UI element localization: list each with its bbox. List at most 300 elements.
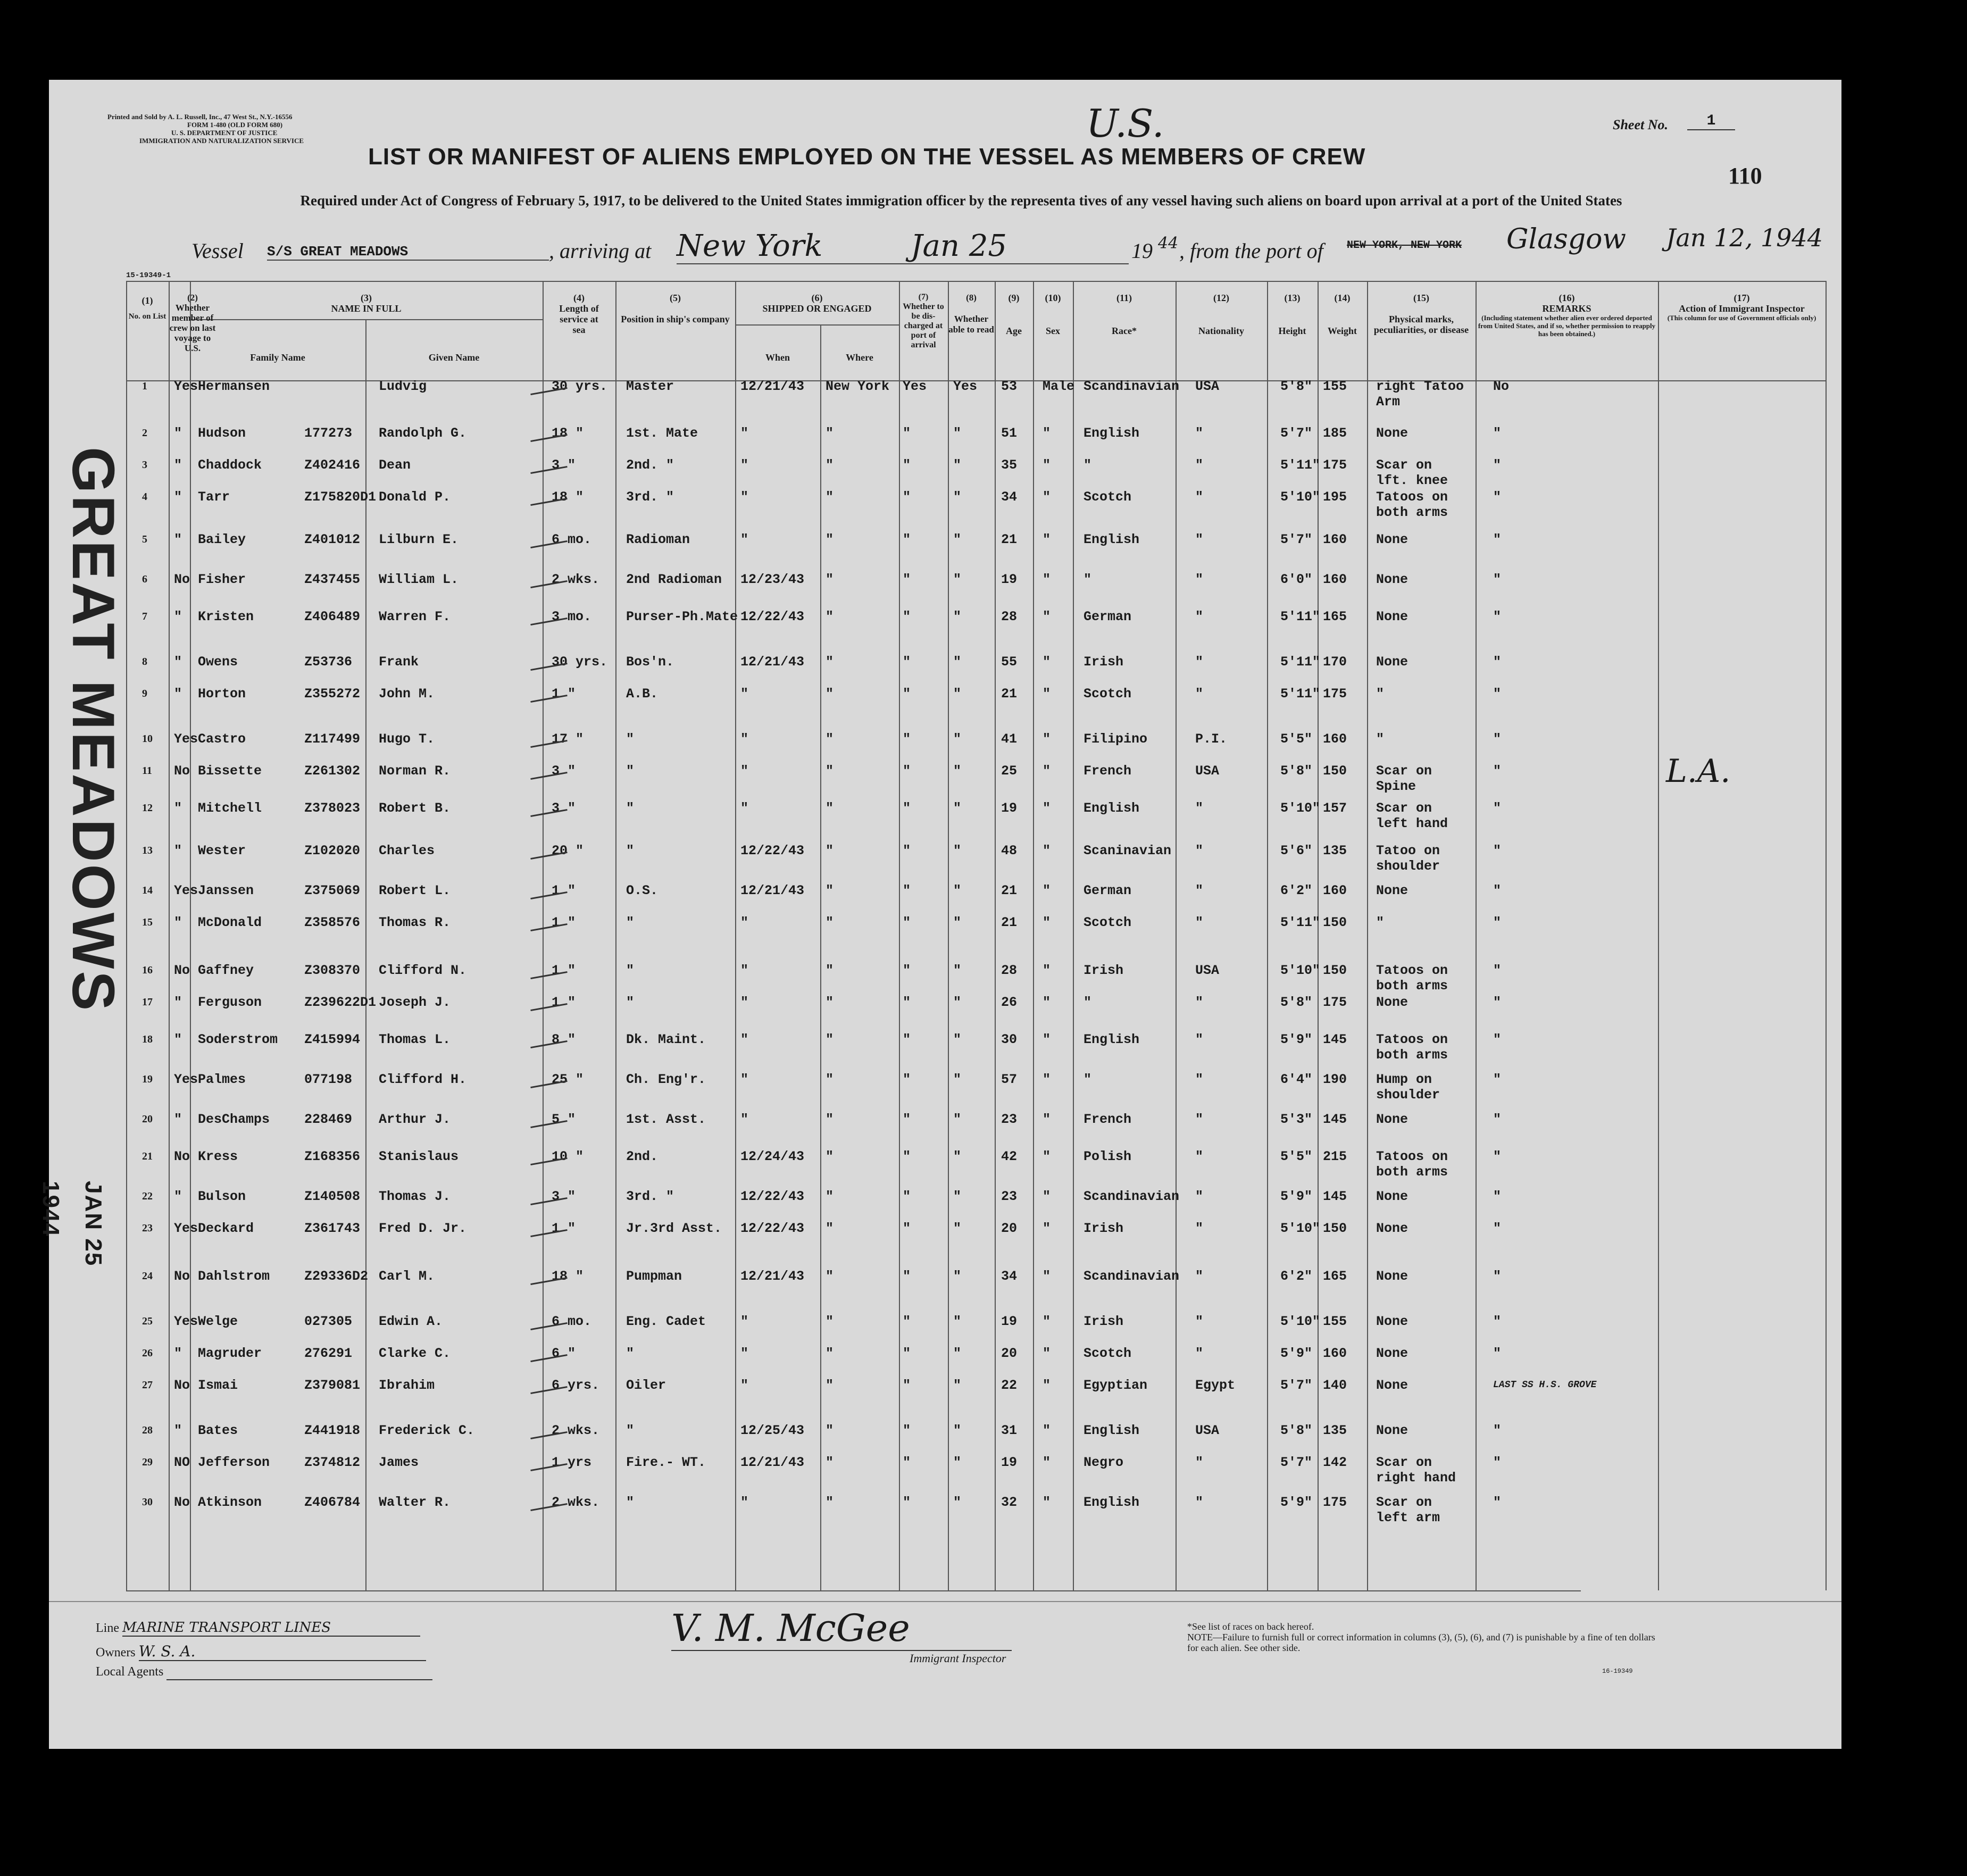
prev-voyage: No	[174, 572, 190, 587]
shipped-where: "	[826, 489, 834, 505]
row-number: 7	[142, 611, 147, 622]
row-number: 4	[142, 491, 147, 503]
nationality: USA	[1195, 1423, 1220, 1438]
age: 31	[1001, 1423, 1018, 1438]
table-bottom-rule	[126, 1590, 1581, 1591]
shipped-when: "	[740, 686, 749, 702]
able-to-read: "	[953, 426, 962, 441]
z-number: Z175820D1	[304, 489, 377, 505]
service-length: 10 "	[552, 1149, 584, 1164]
race: Scotch	[1083, 1346, 1132, 1361]
sex: "	[1043, 686, 1051, 702]
physical-marks: None	[1376, 1112, 1408, 1127]
position: "	[626, 843, 635, 858]
table-top-rule	[126, 281, 1826, 282]
service-length: 2 wks.	[552, 1423, 600, 1438]
prev-voyage: Yes	[174, 731, 198, 747]
nationality: "	[1195, 883, 1204, 898]
row-number: 13	[142, 845, 153, 856]
sex: "	[1043, 1314, 1051, 1329]
position: 1st. Mate	[626, 426, 698, 441]
shipped-when: 12/21/43	[740, 654, 805, 670]
prev-voyage: No	[174, 1495, 190, 1510]
able-to-read: "	[953, 654, 962, 670]
height: 5'7"	[1280, 1378, 1313, 1393]
remarks: "	[1493, 426, 1502, 441]
table-row	[49, 1423, 1841, 1455]
z-number: Z415994	[304, 1032, 361, 1047]
service-length: 6 yrs.	[552, 1378, 600, 1393]
weight: 160	[1323, 532, 1347, 547]
shipped-where: "	[826, 686, 834, 702]
physical-marks: Tatoos on both arms	[1376, 1149, 1448, 1180]
row-number: 23	[142, 1222, 153, 1234]
inspector-label: Immigrant Inspector	[910, 1652, 1006, 1665]
service-length: 2 wks.	[552, 572, 600, 587]
family-name: Ferguson	[198, 995, 262, 1010]
binder-hole	[26, 479, 47, 500]
position: "	[626, 995, 635, 1010]
z-number: Z378023	[304, 801, 361, 816]
age: 30	[1001, 1032, 1018, 1047]
height: 5'3"	[1280, 1112, 1313, 1127]
weight: 185	[1323, 426, 1347, 441]
row-number: 3	[142, 459, 147, 471]
given-name: Edwin A.	[379, 1314, 443, 1329]
sex: "	[1043, 1455, 1051, 1470]
shipped-when: 12/21/43	[740, 883, 805, 898]
nationality: "	[1195, 1269, 1204, 1284]
z-number: 027305	[304, 1314, 353, 1329]
nationality: USA	[1195, 963, 1220, 978]
position: 2nd.	[626, 1149, 659, 1164]
form-subtitle: Required under Act of Congress of February 5, 1917, to be delivered to the United States immigration officer by the representa tives of any vessel having such aliens on board upon arrival at a port of the United States	[300, 193, 1622, 209]
height: 5'10"	[1280, 963, 1321, 978]
prev-voyage: Yes	[174, 1072, 198, 1087]
family-name: Magruder	[198, 1346, 262, 1361]
table-row	[49, 572, 1841, 604]
row-number: 30	[142, 1496, 153, 1508]
race: English	[1083, 426, 1140, 441]
discharged: "	[903, 1314, 911, 1329]
sex: "	[1043, 1346, 1051, 1361]
race: English	[1083, 1423, 1140, 1438]
discharged: Yes	[903, 379, 927, 394]
physical-marks: Hump on shoulder	[1376, 1072, 1440, 1103]
col13-head: (13) Height	[1278, 293, 1306, 336]
discharged: "	[903, 686, 911, 702]
height: 5'10"	[1280, 801, 1321, 816]
physical-marks: None	[1376, 1269, 1408, 1284]
physical-marks: None	[1376, 1423, 1408, 1438]
discharged: "	[903, 1346, 911, 1361]
nationality: "	[1195, 457, 1204, 473]
remarks: "	[1493, 995, 1502, 1010]
position: "	[626, 963, 635, 978]
given-name: Ibrahim	[379, 1378, 435, 1393]
nationality: "	[1195, 1221, 1204, 1236]
arriving-label: , arriving at	[549, 239, 652, 263]
shipped-where: "	[826, 1112, 834, 1127]
race: German	[1083, 883, 1132, 898]
family-name: Atkinson	[198, 1495, 262, 1510]
age: 42	[1001, 1149, 1018, 1164]
discharged: "	[903, 843, 911, 858]
given-name: Frederick C.	[379, 1423, 475, 1438]
shipped-when: "	[740, 763, 749, 779]
sex: Male	[1043, 379, 1075, 394]
col15-head: (15) Physical marks, peculiarities, or disease	[1373, 293, 1469, 335]
weight: 150	[1323, 763, 1347, 779]
table-row	[49, 1189, 1841, 1221]
col16-head: (16) REMARKS (Including statement whether alien ever ordered deported from United States, and if so, whether permission to reapply has been obtained.)	[1478, 293, 1656, 338]
physical-marks: None	[1376, 609, 1408, 624]
remarks: "	[1493, 731, 1502, 747]
row-number: 26	[142, 1347, 153, 1359]
age: 34	[1001, 489, 1018, 505]
table-row	[49, 1149, 1841, 1181]
table-row	[49, 457, 1841, 489]
prev-voyage: "	[174, 1423, 182, 1438]
race: "	[1083, 995, 1092, 1010]
vessel-name: S/S GREAT MEADOWS	[267, 244, 549, 261]
table-row	[49, 1221, 1841, 1253]
service-length: 1 "	[552, 915, 576, 930]
able-to-read: "	[953, 609, 962, 624]
physical-marks: None	[1376, 572, 1408, 587]
position: 1st. Asst.	[626, 1112, 706, 1127]
col7-head: (7) Whether to be dis-charged at port of arrival	[903, 293, 944, 349]
shipped-where: "	[826, 1149, 834, 1164]
race: "	[1083, 457, 1092, 473]
nationality: Egypt	[1195, 1378, 1236, 1393]
weight: 135	[1323, 1423, 1347, 1438]
weight: 160	[1323, 1346, 1347, 1361]
row-number: 24	[142, 1270, 153, 1282]
table-row	[49, 489, 1841, 521]
age: 51	[1001, 426, 1018, 441]
manifest-sheet	[38, 80, 1841, 1749]
inspector-initials: L.A.	[1666, 753, 1731, 790]
physical-marks: None	[1376, 532, 1408, 547]
given-name: Ludvig	[379, 379, 427, 394]
remarks: LAST SS H.S. GROVE	[1493, 1380, 1597, 1390]
position: "	[626, 1423, 635, 1438]
family-name: Bailey	[198, 532, 246, 547]
race: Scotch	[1083, 489, 1132, 505]
service-length: 17 "	[552, 731, 584, 747]
nationality: "	[1195, 1112, 1204, 1127]
weight: 160	[1323, 883, 1347, 898]
service-length: 30 yrs.	[552, 379, 608, 394]
row-number: 25	[142, 1315, 153, 1327]
family-name: Tarr	[198, 489, 230, 505]
position: Jr.3rd Asst.	[626, 1221, 722, 1236]
able-to-read: "	[953, 1346, 962, 1361]
height: 5'7"	[1280, 532, 1313, 547]
row-number: 9	[142, 688, 147, 699]
physical-marks: Scar on right hand	[1376, 1455, 1456, 1486]
weight: 150	[1323, 963, 1347, 978]
shipped-where: "	[826, 1032, 834, 1047]
service-length: 3 "	[552, 1189, 576, 1204]
prev-voyage: Yes	[174, 1221, 198, 1236]
race: English	[1083, 801, 1140, 816]
service-length: 6 mo.	[552, 532, 592, 547]
position: Radioman	[626, 532, 690, 547]
position: A.B.	[626, 686, 659, 702]
prev-voyage: No	[174, 1378, 190, 1393]
prev-voyage: "	[174, 801, 182, 816]
table-row	[49, 801, 1841, 832]
prev-voyage: "	[174, 426, 182, 441]
shipped-when: 12/21/43	[740, 379, 805, 394]
family-name: Bates	[198, 1423, 238, 1438]
z-number: 077198	[304, 1072, 353, 1087]
physical-marks: Tatoos on both arms	[1376, 1032, 1448, 1063]
physical-marks: Tatoos on both arms	[1376, 489, 1448, 520]
col5-head: (5) Position in ship's company	[621, 293, 730, 324]
shipped-where: New York	[826, 379, 890, 394]
family-name: Mitchell	[198, 801, 262, 816]
able-to-read: Yes	[953, 379, 978, 394]
discharged: "	[903, 609, 911, 624]
handwritten-top-mark: U.S.	[1086, 101, 1164, 146]
weight: 195	[1323, 489, 1347, 505]
height: 5'5"	[1280, 731, 1313, 747]
height: 5'8"	[1280, 1423, 1313, 1438]
shipped-when: "	[740, 489, 749, 505]
able-to-read: "	[953, 1112, 962, 1127]
able-to-read: "	[953, 1032, 962, 1047]
able-to-read: "	[953, 1314, 962, 1329]
discharged: "	[903, 426, 911, 441]
row-number: 12	[142, 802, 153, 814]
weight: 175	[1323, 457, 1347, 473]
owners-field: Owners W. S. A.	[96, 1642, 511, 1661]
z-number: Z361743	[304, 1221, 361, 1236]
weight: 215	[1323, 1149, 1347, 1164]
discharged: "	[903, 1423, 911, 1438]
given-name: Joseph J.	[379, 995, 451, 1010]
given-name: Carl M.	[379, 1269, 435, 1284]
age: 19	[1001, 572, 1018, 587]
nationality: "	[1195, 1189, 1204, 1204]
arrival-date: Jan 25	[911, 229, 1129, 264]
age: 21	[1001, 883, 1018, 898]
family-name: Castro	[198, 731, 246, 747]
race: Scandinavian	[1083, 1269, 1180, 1284]
family-name: Dahlstrom	[198, 1269, 270, 1284]
sex: "	[1043, 426, 1051, 441]
physical-marks: None	[1376, 1314, 1408, 1329]
discharged: "	[903, 489, 911, 505]
discharged: "	[903, 654, 911, 670]
discharged: "	[903, 532, 911, 547]
col6a-head: When	[765, 352, 790, 363]
given-name: Warren F.	[379, 609, 451, 624]
z-number: Z168356	[304, 1149, 361, 1164]
z-number: Z406489	[304, 609, 361, 624]
discharged: "	[903, 1072, 911, 1087]
remarks: "	[1493, 1346, 1502, 1361]
position: Pumpman	[626, 1269, 682, 1284]
discharged: "	[903, 1269, 911, 1284]
sex: "	[1043, 1221, 1051, 1236]
able-to-read: "	[953, 1455, 962, 1470]
race: Scandinavian	[1083, 1189, 1180, 1204]
shipped-where: "	[826, 995, 834, 1010]
sex: "	[1043, 489, 1051, 505]
discharged: "	[903, 763, 911, 779]
nationality: "	[1195, 426, 1204, 441]
nationality: "	[1195, 1346, 1204, 1361]
age: 19	[1001, 1455, 1018, 1470]
shipped-when: 12/22/43	[740, 843, 805, 858]
position: O.S.	[626, 883, 659, 898]
age: 25	[1001, 763, 1018, 779]
remarks: "	[1493, 1112, 1502, 1127]
z-number: Z53736	[304, 654, 353, 670]
position: Fire.- WT.	[626, 1455, 706, 1470]
row-number: 22	[142, 1190, 153, 1202]
shipped-when: "	[740, 1346, 749, 1361]
height: 6'2"	[1280, 883, 1313, 898]
z-number: Z308370	[304, 963, 361, 978]
nationality: "	[1195, 572, 1204, 587]
race: Irish	[1083, 1221, 1124, 1236]
discharged: "	[903, 1149, 911, 1164]
discharged: "	[903, 1378, 911, 1393]
shipped-when: "	[740, 801, 749, 816]
arriving-port: New York	[677, 229, 911, 264]
race: Egyptian	[1083, 1378, 1148, 1393]
height: 5'11"	[1280, 654, 1321, 670]
weight: 135	[1323, 843, 1347, 858]
weight: 175	[1323, 686, 1347, 702]
remarks: "	[1493, 1221, 1502, 1236]
able-to-read: "	[953, 1072, 962, 1087]
race: Scaninavian	[1083, 843, 1172, 858]
age: 48	[1001, 843, 1018, 858]
age: 41	[1001, 731, 1018, 747]
shipped-where: "	[826, 1455, 834, 1470]
position: 3rd. "	[626, 489, 674, 505]
table-row	[49, 379, 1841, 411]
row-number: 19	[142, 1073, 153, 1085]
shipped-when: "	[740, 1072, 749, 1087]
age: 20	[1001, 1346, 1018, 1361]
age: 32	[1001, 1495, 1018, 1510]
able-to-read: "	[953, 532, 962, 547]
table-row	[49, 963, 1841, 995]
able-to-read: "	[953, 801, 962, 816]
binder-hole	[26, 1468, 47, 1489]
shipped-where: "	[826, 963, 834, 978]
prev-voyage: "	[174, 995, 182, 1010]
vessel-stamp: GREAT MEADOWS	[60, 447, 127, 1013]
remarks: "	[1493, 883, 1502, 898]
prev-voyage: Yes	[174, 883, 198, 898]
weight: 150	[1323, 1221, 1347, 1236]
sex: "	[1043, 1149, 1051, 1164]
shipped-where: "	[826, 532, 834, 547]
sex: "	[1043, 883, 1051, 898]
remarks: "	[1493, 801, 1502, 816]
sex: "	[1043, 1269, 1051, 1284]
given-name: Hugo T.	[379, 731, 435, 747]
shipped-when: 12/22/43	[740, 1221, 805, 1236]
shipped-when: "	[740, 457, 749, 473]
race: Irish	[1083, 963, 1124, 978]
nationality: "	[1195, 686, 1204, 702]
z-number: Z379081	[304, 1378, 361, 1393]
row-number: 15	[142, 916, 153, 928]
sex: "	[1043, 457, 1051, 473]
prev-voyage: Yes	[174, 1314, 198, 1329]
service-length: 3 "	[552, 763, 576, 779]
nationality: "	[1195, 995, 1204, 1010]
prev-voyage: "	[174, 686, 182, 702]
service-length: 6 mo.	[552, 1314, 592, 1329]
nationality: "	[1195, 1455, 1204, 1470]
z-number: Z402416	[304, 457, 361, 473]
remarks: "	[1493, 609, 1502, 624]
z-number: Z140508	[304, 1189, 361, 1204]
z-number: Z401012	[304, 532, 361, 547]
service-length: 6 "	[552, 1346, 576, 1361]
year-prefix: 19	[1131, 239, 1153, 263]
physical-marks: Scar on left hand	[1376, 801, 1448, 831]
height: 5'7"	[1280, 1455, 1313, 1470]
age: 21	[1001, 686, 1018, 702]
from-label: , from the port of	[1179, 239, 1323, 263]
prev-voyage: "	[174, 654, 182, 670]
given-name: Charles	[379, 843, 435, 858]
table-row	[49, 654, 1841, 686]
race: English	[1083, 532, 1140, 547]
subheader-rule	[735, 324, 899, 326]
given-name: Arthur J.	[379, 1112, 451, 1127]
age: 23	[1001, 1112, 1018, 1127]
sex: "	[1043, 609, 1051, 624]
given-name: William L.	[379, 572, 459, 587]
service-length: 3 mo.	[552, 609, 592, 624]
shipped-when: 12/24/43	[740, 1149, 805, 1164]
shipped-when: "	[740, 731, 749, 747]
height: 6'0"	[1280, 572, 1313, 587]
col4-head: (4) Length of service at sea	[559, 293, 599, 335]
shipped-when: "	[740, 963, 749, 978]
row-number: 5	[142, 533, 147, 545]
table-row	[49, 1032, 1841, 1064]
physical-marks: "	[1376, 686, 1385, 702]
races-note: *See list of races on back hereof.	[1187, 1621, 1314, 1632]
service-length: 30 yrs.	[552, 654, 608, 670]
table-row	[49, 763, 1841, 795]
weight: 175	[1323, 1495, 1347, 1510]
age: 21	[1001, 532, 1018, 547]
race: English	[1083, 1032, 1140, 1047]
service-length: 8 "	[552, 1032, 576, 1047]
given-name: Clifford H.	[379, 1072, 467, 1087]
family-name: Kristen	[198, 609, 254, 624]
col11-head: (11) Race*	[1112, 293, 1137, 336]
vessel-line	[49, 223, 1841, 271]
fine-note: NOTE—Failure to furnish full or correct information in columns (3), (5), (6), and (7) is punishable by a fine of ten dollars for each alien. See other side.	[1187, 1632, 1655, 1653]
race: "	[1083, 1072, 1092, 1087]
nationality: "	[1195, 1072, 1204, 1087]
